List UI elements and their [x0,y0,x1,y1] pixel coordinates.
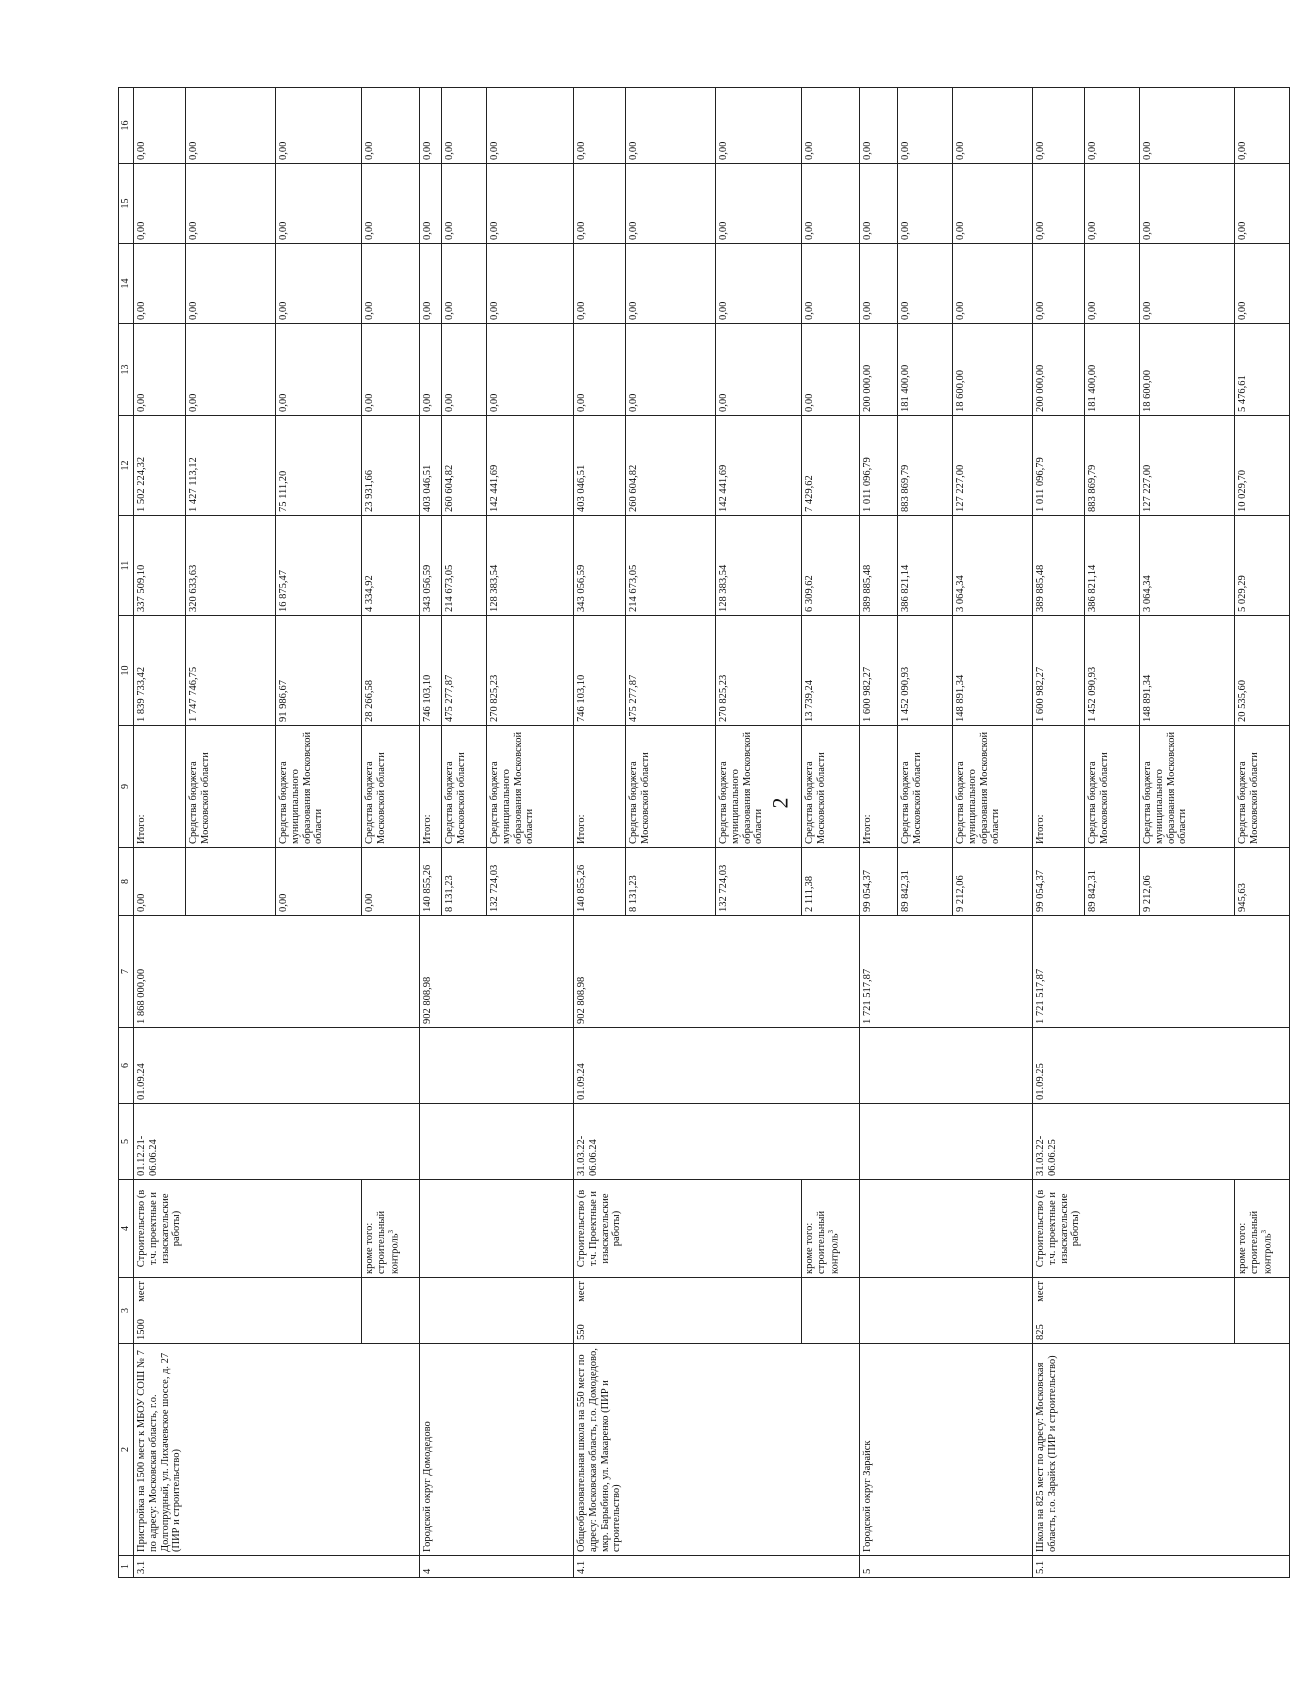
amount-cell: 883 869,79 [898,416,953,516]
amount-cell: 0,00 [487,324,574,416]
amount-cell: 13 739,24 [802,616,860,726]
funding-source-cell: Средства бюджета Московской области [626,726,716,848]
amount-cell: 0,00 [802,244,860,324]
amount-cell: 0,00 [1033,244,1085,324]
capacity-cell [574,1278,802,1344]
amount-cell: 148 891,34 [953,616,1033,726]
amount-cell: 270 825,23 [716,616,802,726]
amount-cell: 5 029,29 [1235,516,1290,616]
amount-cell: 1 600 982,27 [1033,616,1085,726]
amount-cell: 4 334,92 [362,516,420,616]
amount-cell: 0,00 [487,244,574,324]
amount-cell: 0,00 [802,88,860,164]
amount-cell: 0,00 [860,88,898,164]
value-cell: 99 054,37 [1033,848,1085,916]
header-cell: 3 [119,1278,134,1344]
capacity-value: 1500 [136,1319,147,1340]
amount-cell: 337 509,10 [134,516,186,616]
amount-cell: 0,00 [953,244,1033,324]
amount-cell: 16 875,47 [276,516,362,616]
amount-cell: 1 452 090,93 [1085,616,1140,726]
amount-cell: 343 056,59 [420,516,442,616]
header-cell: 14 [119,244,134,324]
amount-cell: 20 535,60 [1235,616,1290,726]
footnote-mark: 3 [1259,1229,1268,1234]
amount-cell: 1 600 982,27 [860,616,898,726]
amount-cell: 0,00 [1085,244,1140,324]
amount-cell: 389 885,48 [1033,516,1085,616]
amount-cell: 0,00 [1235,244,1290,324]
value-cell: 8 131,23 [442,848,487,916]
amount-cell: 0,00 [716,164,802,244]
value-cell: 945,63 [1235,848,1290,916]
amount-cell: 7 429,62 [802,416,860,516]
amount-cell: 18 600,00 [1140,324,1235,416]
row-number-cell: 3.1 [134,1556,420,1578]
value-cell: 9 212,06 [1140,848,1235,916]
value-cell: 0,00 [276,848,362,916]
cost-cell: 1 868 000,00 [134,916,420,1028]
amount-cell: 746 103,10 [420,616,442,726]
header-cell: 2 [119,1344,134,1556]
funding-source-cell: Средства бюджета муниципального образования Московской области [1140,726,1235,848]
amount-cell: 0,00 [420,88,442,164]
capacity-value: 550 [576,1324,587,1340]
amount-cell: 142 441,69 [487,416,574,516]
row-number-cell: 4 [420,1556,574,1578]
amount-cell: 0,00 [420,164,442,244]
amount-cell: 0,00 [442,244,487,324]
period-cell: 01.12.21-06.06.24 [134,1104,420,1180]
amount-cell: 0,00 [574,88,626,164]
cost-cell: 902 808,98 [420,916,574,1028]
header-row [119,88,134,1578]
amount-cell: 0,00 [898,88,953,164]
value-cell: 140 855,26 [420,848,442,916]
funding-source-cell: Средства бюджета муниципального образования Московской области [953,726,1033,848]
construction-control-label: кроме того: строительный контроль [364,1210,400,1274]
amount-cell: 0,00 [1235,88,1290,164]
value-cell: 2 111,38 [802,848,860,916]
amount-cell: 1 747 746,75 [186,616,276,726]
capacity-value: 825 [1035,1324,1046,1340]
amount-cell: 10 029,70 [1235,416,1290,516]
amount-cell: 0,00 [487,88,574,164]
value-cell: 89 842,31 [1085,848,1140,916]
amount-cell: 0,00 [442,88,487,164]
amount-cell: 403 046,51 [420,416,442,516]
amount-cell: 0,00 [716,88,802,164]
header-cell: 6 [119,1028,134,1104]
capacity-cell [802,1278,860,1344]
work-type-cell [1235,1180,1290,1278]
work-type-cell [860,1180,1033,1278]
row-number-cell: 4.1 [574,1556,860,1578]
rotated-table-container [118,88,1273,1578]
amount-cell: 28 266,58 [362,616,420,726]
amount-cell: 0,00 [716,244,802,324]
amount-cell: 475 277,87 [442,616,487,726]
amount-cell: 746 103,10 [574,616,626,726]
amount-cell: 343 056,59 [574,516,626,616]
amount-cell: 1 502 224,32 [134,416,186,516]
header-cell: 11 [119,516,134,616]
amount-cell: 0,00 [186,324,276,416]
period-cell [420,1104,574,1180]
header-cell: 15 [119,164,134,244]
value-cell: 132 724,03 [716,848,802,916]
capacity-cell [134,1278,362,1344]
funding-source-cell: Средства бюджета Московской области [362,726,420,848]
amount-cell: 0,00 [134,244,186,324]
capacity-cell [362,1278,420,1344]
amount-cell: 0,00 [276,324,362,416]
amount-cell: 0,00 [626,88,716,164]
cost-cell: 1 721 517,87 [1033,916,1290,1028]
value-cell: 140 855,26 [574,848,626,916]
amount-cell: 1 011 096,79 [1033,416,1085,516]
object-name-cell: Пристройка на 1500 мест к МБОУ СОШ № 7 по адресу: Московская область, г.о. Долгопрудный, ул. Лихачевское шоссе, д. 27 (ПИР и строительство) [134,1344,420,1556]
object-name-cell: Школа на 825 мест по адресу: Московская область, г.о. Зарайск (ПИР и строительство) [1033,1344,1290,1556]
table-row [1033,88,1085,1578]
table-row [134,88,186,1578]
funding-source-cell: Итого: [420,726,442,848]
capacity-wrap [576,1281,588,1340]
amount-cell: 0,00 [276,244,362,324]
amount-cell: 0,00 [442,324,487,416]
work-type-cell [802,1180,860,1278]
funding-source-cell: Средства бюджета Московской области [1085,726,1140,848]
capacity-unit: мест [1035,1281,1046,1302]
funding-source-cell: Итого: [1033,726,1085,848]
funding-source-cell: Средства бюджета Московской области [1235,726,1290,848]
funding-source-cell: Средства бюджета Московской области [898,726,953,848]
amount-cell: 0,00 [362,88,420,164]
amount-cell: 386 821,14 [1085,516,1140,616]
amount-cell: 0,00 [186,164,276,244]
footnote-mark: 3 [386,1229,395,1234]
amount-cell: 0,00 [420,324,442,416]
table-row [420,88,442,1578]
work-type-cell: Строительство (в т.ч. проектные и изыскательские работы) [1033,1180,1235,1278]
amount-cell: 0,00 [362,164,420,244]
amount-cell: 0,00 [1085,164,1140,244]
amount-cell: 0,00 [420,244,442,324]
amount-cell: 127 227,00 [953,416,1033,516]
value-cell: 0,00 [362,848,420,916]
amount-cell: 0,00 [1033,164,1085,244]
amount-cell: 128 383,54 [487,516,574,616]
amount-cell: 142 441,69 [716,416,802,516]
header-cell: 10 [119,616,134,726]
header-cell: 12 [119,416,134,516]
amount-cell: 0,00 [860,164,898,244]
financing-table [118,87,1290,1578]
amount-cell: 18 600,00 [953,324,1033,416]
row-number-cell: 5 [860,1556,1033,1578]
amount-cell: 0,00 [898,244,953,324]
amount-cell: 386 821,14 [898,516,953,616]
work-type-cell [362,1180,420,1278]
amount-cell: 0,00 [574,324,626,416]
amount-cell: 200 000,00 [1033,324,1085,416]
page-number: 2 [767,797,793,809]
amount-cell: 148 891,34 [1140,616,1235,726]
row-number-cell: 5.1 [1033,1556,1290,1578]
table-row [860,88,898,1578]
value-cell: 9 212,06 [953,848,1033,916]
amount-cell: 0,00 [276,164,362,244]
capacity-wrap [136,1281,148,1340]
funding-source-cell: Средства бюджета муниципального образования Московской области [276,726,362,848]
capacity-unit: мест [136,1281,147,1302]
deadline-cell [420,1028,574,1104]
value-cell: 8 131,23 [626,848,716,916]
amount-cell: 0,00 [716,324,802,416]
amount-cell: 0,00 [1140,244,1235,324]
amount-cell: 0,00 [898,164,953,244]
work-type-cell: Строительство (в т.ч. Проектные и изыскательские работы) [574,1180,802,1278]
funding-source-cell: Средства бюджета Московской области [802,726,860,848]
amount-cell: 6 309,62 [802,516,860,616]
value-cell: 99 054,37 [860,848,898,916]
construction-control-label: кроме того: строительный контроль [1237,1210,1273,1274]
value-cell: 0,00 [134,848,186,916]
amount-cell: 3 064,34 [1140,516,1235,616]
capacity-wrap [1035,1281,1047,1340]
amount-cell: 389 885,48 [860,516,898,616]
amount-cell: 883 869,79 [1085,416,1140,516]
amount-cell: 0,00 [134,88,186,164]
deadline-cell: 01.09.24 [134,1028,420,1104]
amount-cell: 0,00 [1140,164,1235,244]
footnote-mark: 3 [826,1229,835,1234]
amount-cell: 128 383,54 [716,516,802,616]
capacity-cell [860,1278,1033,1344]
amount-cell: 0,00 [860,244,898,324]
amount-cell: 181 400,00 [1085,324,1140,416]
amount-cell: 200 000,00 [860,324,898,416]
funding-source-cell: Средства бюджета муниципального образования Московской области [716,726,802,848]
amount-cell: 0,00 [626,324,716,416]
work-type-cell: Строительство (в т.ч. проектные и изыскательские работы) [134,1180,362,1278]
deadline-cell [860,1028,1033,1104]
amount-cell: 0,00 [276,88,362,164]
amount-cell: 214 673,05 [626,516,716,616]
amount-cell: 0,00 [802,164,860,244]
funding-source-cell: Средства бюджета муниципального образования Московской области [487,726,574,848]
amount-cell: 0,00 [134,324,186,416]
funding-source-cell: Итого: [134,726,186,848]
amount-cell: 0,00 [1140,88,1235,164]
capacity-unit: мест [576,1281,587,1302]
value-cell: 89 842,31 [898,848,953,916]
amount-cell: 214 673,05 [442,516,487,616]
funding-source-cell: Итого: [574,726,626,848]
header-cell: 7 [119,916,134,1028]
amount-cell: 0,00 [953,164,1033,244]
capacity-cell [1033,1278,1235,1344]
amount-cell: 260 604,82 [442,416,487,516]
capacity-cell [420,1278,574,1344]
amount-cell: 1 011 096,79 [860,416,898,516]
amount-cell: 0,00 [134,164,186,244]
object-name-cell: Общеобразовательная школа на 550 мест по адресу: Московская область, г.о. Домодедово, мкр. Барыбино, ул. Макаренко (ПИР и строительство) [574,1344,860,1556]
amount-cell: 75 111,20 [276,416,362,516]
amount-cell: 0,00 [186,244,276,324]
amount-cell: 0,00 [186,88,276,164]
amount-cell: 0,00 [574,164,626,244]
amount-cell: 0,00 [1033,88,1085,164]
amount-cell: 0,00 [626,244,716,324]
funding-source-cell: Средства бюджета Московской области [186,726,276,848]
table-row [574,88,626,1578]
amount-cell: 320 633,63 [186,516,276,616]
amount-cell: 1 839 733,42 [134,616,186,726]
period-cell: 31.03.22-06.06.25 [1033,1104,1290,1180]
period-cell [860,1104,1033,1180]
cost-cell: 902 808,98 [574,916,860,1028]
funding-source-cell: Итого: [860,726,898,848]
amount-cell: 0,00 [802,324,860,416]
deadline-cell: 01.09.25 [1033,1028,1290,1104]
amount-cell: 0,00 [953,88,1033,164]
amount-cell: 1 427 113,12 [186,416,276,516]
value-cell [186,848,276,916]
amount-cell: 270 825,23 [487,616,574,726]
header-cell: 9 [119,726,134,848]
header-cell: 1 [119,1556,134,1578]
amount-cell: 0,00 [626,164,716,244]
deadline-cell: 01.09.24 [574,1028,860,1104]
header-cell: 5 [119,1104,134,1180]
header-cell: 13 [119,324,134,416]
header-cell: 16 [119,88,134,164]
amount-cell: 0,00 [574,244,626,324]
amount-cell: 403 046,51 [574,416,626,516]
object-name-cell: Городской округ Домодедово [420,1344,574,1556]
header-cell: 8 [119,848,134,916]
amount-cell: 0,00 [362,324,420,416]
amount-cell: 0,00 [487,164,574,244]
funding-source-cell: Средства бюджета Московской области [442,726,487,848]
amount-cell: 127 227,00 [1140,416,1235,516]
capacity-cell [1235,1278,1290,1344]
object-name-cell: Городской округ Зарайск [860,1344,1033,1556]
amount-cell: 0,00 [1235,164,1290,244]
amount-cell: 1 452 090,93 [898,616,953,726]
cost-cell: 1 721 517,87 [860,916,1033,1028]
period-cell: 31.03.22-06.06.24 [574,1104,860,1180]
amount-cell: 5 476,61 [1235,324,1290,416]
amount-cell: 260 604,82 [626,416,716,516]
amount-cell: 0,00 [442,164,487,244]
amount-cell: 0,00 [362,244,420,324]
amount-cell: 181 400,00 [898,324,953,416]
header-cell: 4 [119,1180,134,1278]
amount-cell: 0,00 [1085,88,1140,164]
amount-cell: 23 931,66 [362,416,420,516]
amount-cell: 91 986,67 [276,616,362,726]
work-type-cell [420,1180,574,1278]
value-cell: 132 724,03 [487,848,574,916]
amount-cell: 475 277,87 [626,616,716,726]
construction-control-label: кроме того: строительный контроль [804,1210,840,1274]
amount-cell: 3 064,34 [953,516,1033,616]
